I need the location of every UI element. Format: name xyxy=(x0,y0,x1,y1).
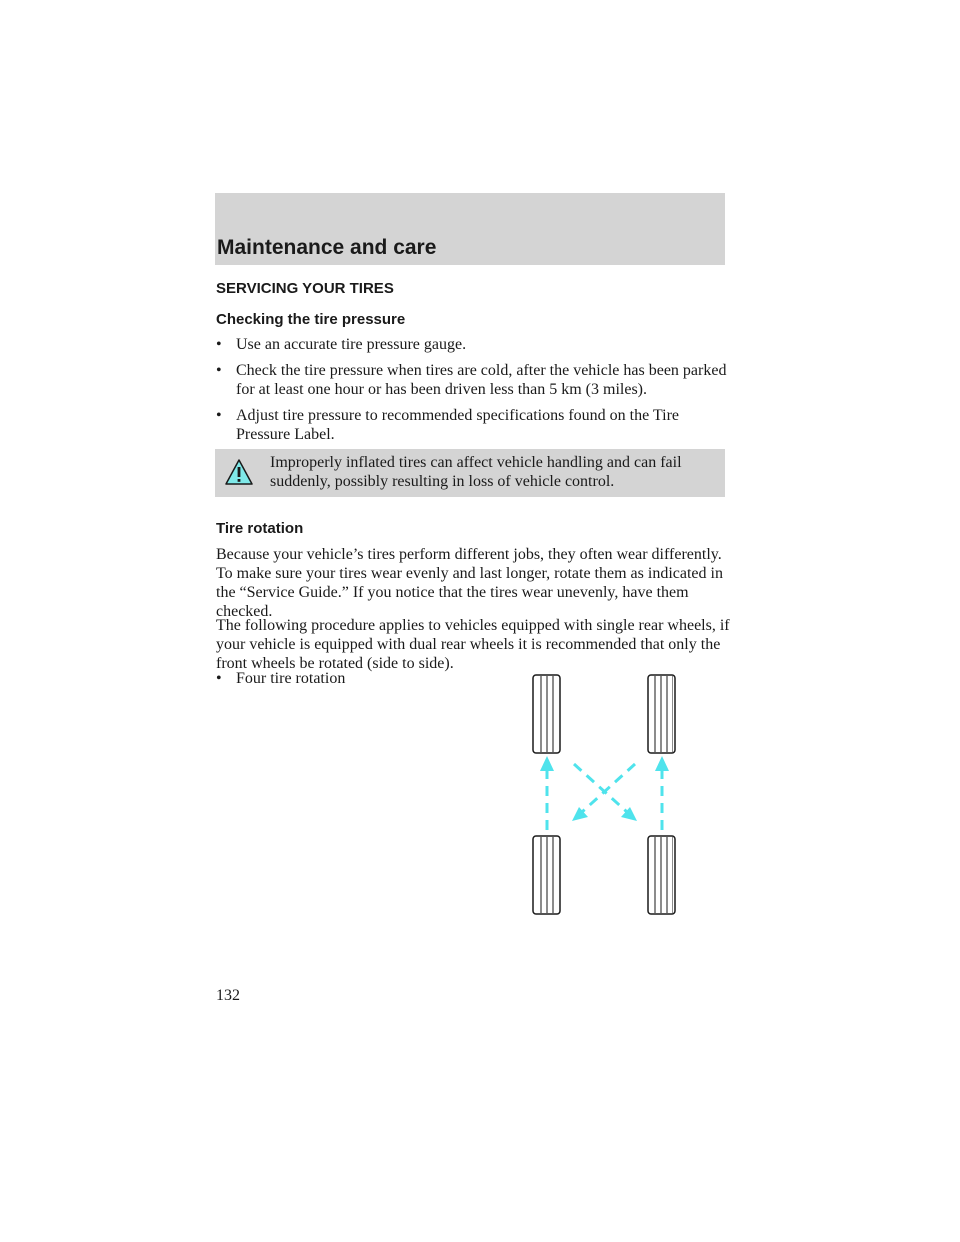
tire-pressure-bullets xyxy=(216,335,736,451)
list-item-text: Use an accurate tire pressure gauge. xyxy=(236,336,467,353)
arrow-rear-left-to-front-left xyxy=(540,756,554,830)
section-title: SERVICING YOUR TIRES xyxy=(216,280,394,297)
subheading-tire-rotation: Tire rotation xyxy=(216,520,304,537)
warning-text: Improperly inflated tires can affect vehicle handling and can fail suddenly, possibly resulting in loss of vehicle control. xyxy=(270,454,682,490)
bullet-icon: • xyxy=(216,362,222,379)
bullet-icon: • xyxy=(216,670,222,687)
list-item xyxy=(216,406,736,444)
list-item xyxy=(216,669,345,688)
list-item-text: Check the tire pressure when tires are cold, after the vehicle has been parked for at least one hour or has been driven less than 5 km (3 miles). xyxy=(236,362,727,398)
page-header-title: Maintenance and care xyxy=(217,236,437,259)
tire-front-right xyxy=(648,675,675,753)
tire-rear-right xyxy=(648,836,675,914)
list-item xyxy=(216,361,736,399)
arrow-rear-right-to-front-right xyxy=(655,756,669,830)
bullet-icon: • xyxy=(216,407,222,424)
warning-triangle-icon xyxy=(225,459,253,485)
rotation-paragraph-2: The following procedure applies to vehicles equipped with single rear wheels, if your vehicle is equipped with dual rear wheels it is recommended that only the front wheels be rotated (side to side). xyxy=(216,617,730,672)
list-item-text: Adjust tire pressure to recommended specifications found on the Tire Pressure Label. xyxy=(236,407,680,443)
tire-rotation-diagram xyxy=(528,670,688,920)
subheading-tire-pressure: Checking the tire pressure xyxy=(216,311,406,328)
page-number: 132 xyxy=(216,987,240,1004)
list-item xyxy=(216,335,736,354)
warning-box xyxy=(215,449,725,497)
list-item-text: Four tire rotation xyxy=(236,670,346,687)
tire-front-left xyxy=(533,675,560,753)
rotation-paragraph-1: Because your vehicle’s tires perform different jobs, they often wear differently. To make sure your tires wear evenly and last longer, rotate them as indicated in the “Service Guide.” If you notice that the tires wear unevenly, have them checked. xyxy=(216,546,723,620)
tire-rear-left xyxy=(533,836,560,914)
bullet-icon: • xyxy=(216,336,222,353)
